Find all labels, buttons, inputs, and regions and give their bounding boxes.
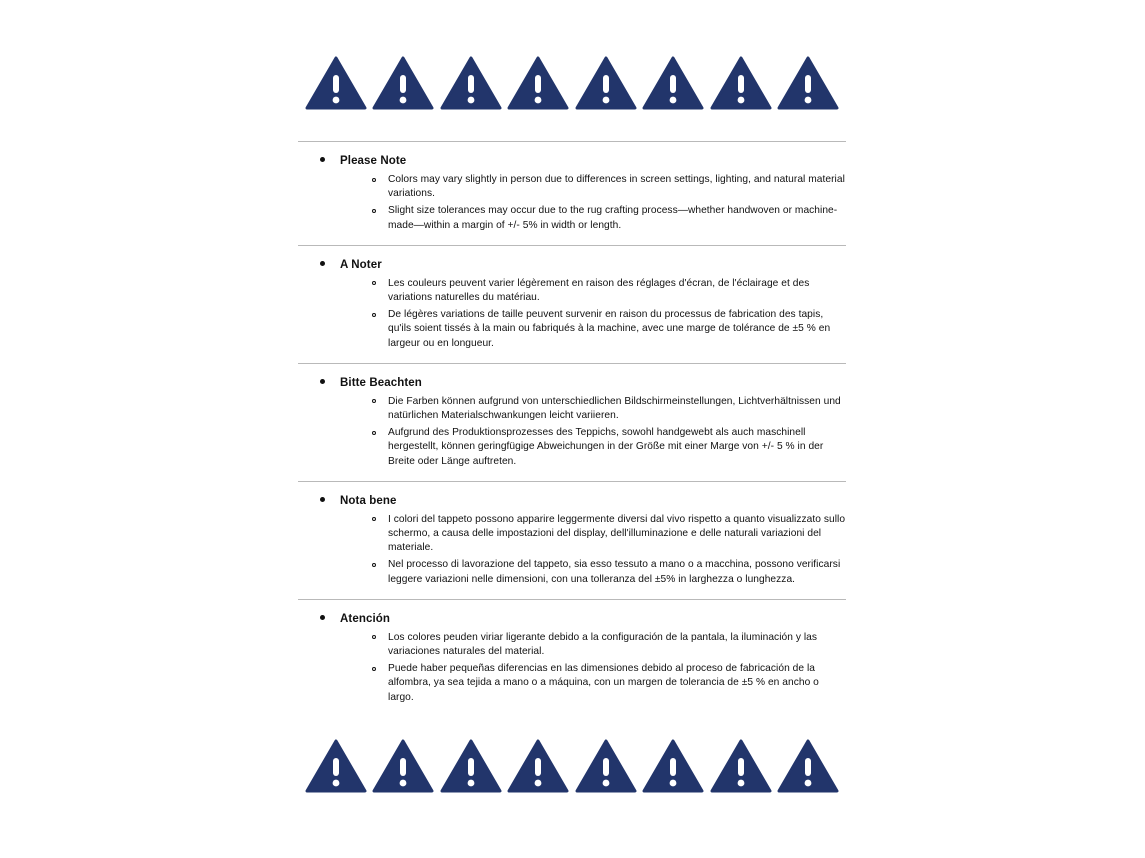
- notice-heading: A Noter: [340, 258, 382, 271]
- notice-item-text: Les couleurs peuvent varier légèrement en raison des réglages d'écran, de l'éclairage et des variations naturelles du matériau.: [388, 277, 810, 304]
- notice-item-text: Colors may vary slightly in person due to differences in screen settings, lighting, and natural material variations.: [388, 174, 845, 200]
- notice-item-text: De légères variations de taille peuvent survenir en raison du processus de fabrication des tapis, qu'ils soient tissés à la main ou fabriqués à la machine, avec une marge de tolérance de ±5 % en largeur ou en longueur.: [388, 309, 831, 349]
- warning-triangle-icon: [575, 739, 637, 793]
- sub-bullet-icon: [372, 209, 376, 213]
- warning-triangle-icon: [372, 56, 434, 110]
- warning-triangle-icon: [777, 739, 839, 793]
- bullet-icon: [320, 261, 325, 266]
- warning-triangle-icon: [710, 739, 772, 793]
- sub-bullet-icon: [372, 399, 376, 403]
- notice-heading: Please Note: [340, 155, 407, 167]
- notice-block: [298, 600, 846, 717]
- warning-triangle-icon: [507, 56, 569, 110]
- sub-bullet-icon: [372, 178, 376, 182]
- sub-bullet-icon: [372, 313, 376, 317]
- bullet-icon: [320, 379, 325, 384]
- list-item: [298, 494, 846, 587]
- notice-item: [340, 513, 846, 556]
- notice-item: [340, 662, 846, 705]
- bullet-icon: [320, 157, 325, 162]
- warning-triangle-icon: [440, 739, 502, 793]
- sub-bullet-icon: [372, 667, 376, 671]
- notice-item: [340, 426, 846, 469]
- list-item: [298, 376, 846, 469]
- sub-bullet-icon: [372, 563, 376, 567]
- notice-item-text: Puede haber pequeñas diferencias en las dimensiones debido al proceso de fabricación de la alfombra, ya sea tejida a mano o a máquina, con un margen de tolerancia de ±5 % en ancho o largo.: [388, 663, 819, 703]
- notice-heading: Bitte Beachten: [340, 376, 422, 389]
- notice-heading: Nota bene: [340, 494, 397, 507]
- notice-block: [298, 482, 846, 599]
- warning-triangle-icon: [642, 56, 704, 110]
- warning-triangle-icon: [372, 739, 434, 793]
- bullet-icon: [320, 615, 325, 620]
- notice-item: [340, 204, 846, 232]
- warning-triangle-icon: [710, 56, 772, 110]
- sub-bullet-icon: [372, 281, 376, 285]
- notice-item: [340, 308, 846, 351]
- warning-triangle-icon: [305, 56, 367, 110]
- list-item: [298, 612, 846, 705]
- warning-triangle-icon: [440, 56, 502, 110]
- sub-bullet-icon: [372, 635, 376, 639]
- notice-item: [340, 395, 846, 423]
- sub-bullet-icon: [372, 517, 376, 521]
- notice-block: [298, 142, 846, 245]
- list-item: [298, 258, 846, 351]
- notice-item-text: I colori del tappeto possono apparire leggermente diversi dal vivo rispetto a quanto visualizzato sullo schermo, a causa delle impostazioni del display, dell'illuminazione e delle naturali variazioni del materiale.: [388, 513, 846, 554]
- warning-triangle-icon: [642, 739, 704, 793]
- warning-icon-row-top: [305, 0, 839, 110]
- notice-item-text: Los colores peuden viriar ligerante debido a la configuración de la pantala, la iluminación y las variaciones naturales del material.: [388, 631, 818, 658]
- bullet-icon: [320, 497, 325, 502]
- notice-item-text: Aufgrund des Produktionsprozesses des Teppichs, sowohl handgewebt als auch maschinell hergestellt, können geringfügige Abweichungen in der Größe mit einer Marge von +/- 5 % in der Breite oder Länge auftreten.: [388, 427, 824, 467]
- notice-item-text: Die Farben können aufgrund von unterschiedlichen Bildschirmeinstellungen, Lichtverhältnissen und natürlichen Materialschwankungen leicht variieren.: [388, 395, 841, 422]
- notice-item-text: Slight size tolerances may occur due to the rug crafting process—whether handwoven or machine-made—within a margin of +/- 5% in width or length.: [388, 205, 838, 231]
- notice-heading: Atención: [340, 612, 390, 625]
- warning-triangle-icon: [575, 56, 637, 110]
- warning-icon-row-bottom: [305, 717, 839, 793]
- notice-item: [340, 277, 846, 305]
- notice-block: [298, 246, 846, 363]
- notice-item: [340, 631, 846, 659]
- notice-item: [340, 558, 846, 586]
- sub-bullet-icon: [372, 431, 376, 435]
- list-item: [298, 154, 846, 233]
- warning-triangle-icon: [305, 739, 367, 793]
- warning-triangle-icon: [777, 56, 839, 110]
- notice-item-text: Nel processo di lavorazione del tappeto, sia esso tessuto a mano o a macchina, possono verificarsi leggere variazioni nelle dimensioni, con una tolleranza del ±5% in larghezza o lunghezza.: [388, 559, 841, 585]
- notice-block: [298, 364, 846, 481]
- warning-triangle-icon: [507, 739, 569, 793]
- notice-item: [340, 173, 846, 201]
- document-content: [298, 0, 846, 858]
- notices-list: [298, 142, 846, 717]
